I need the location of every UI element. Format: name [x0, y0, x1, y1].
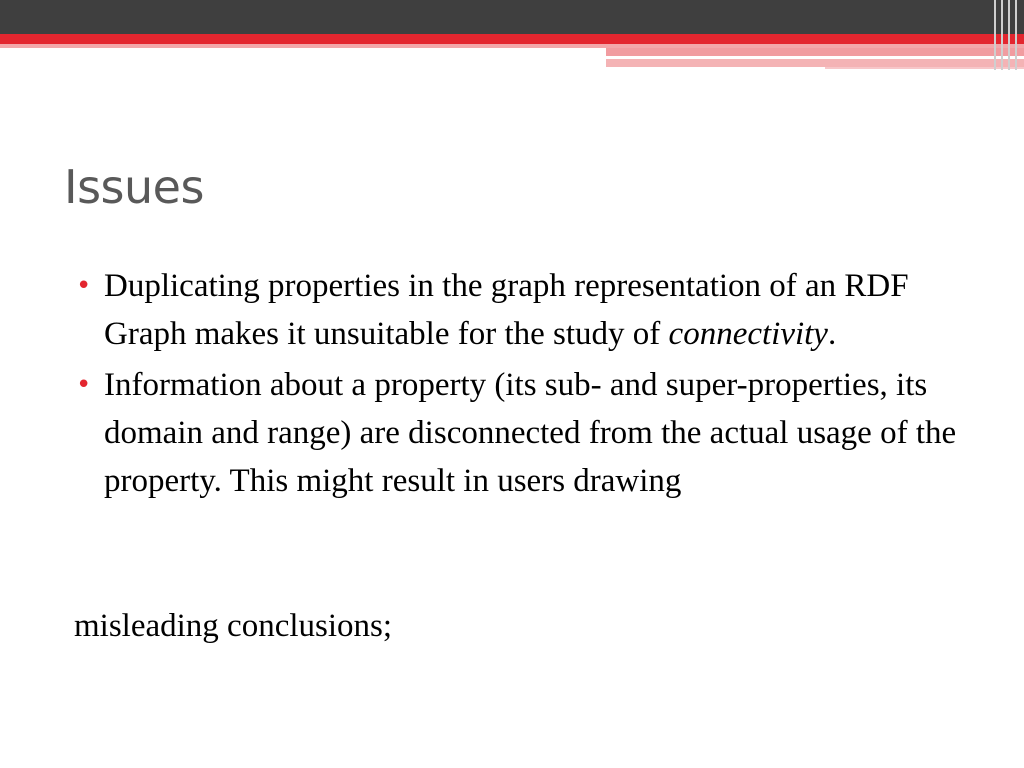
bullet-emphasis: connectivity	[668, 316, 828, 352]
header-red-stripe	[0, 34, 1024, 44]
header-accent-bar-lower	[606, 59, 1024, 67]
bullet-text: Duplicating properties in the graph representation of an RDF Graph makes it unsuitable for the study of	[104, 268, 909, 352]
bullet-text-end: .	[827, 316, 837, 352]
header-vertical-rule	[1008, 0, 1010, 70]
bullet-item	[74, 262, 974, 358]
header-vertical-rule	[994, 0, 996, 70]
slide-title: Issues	[64, 160, 204, 214]
trailing-paragraph: misleading conclusions;	[74, 608, 393, 644]
bullet-dot-icon: •	[76, 271, 92, 301]
bullet-text: Information about a property (its sub- and super-properties, its domain and range) are disconnected from the actual usage of the property. This might result in users drawing	[104, 367, 957, 499]
header-accent-bar	[606, 48, 1024, 56]
bullet-list	[74, 262, 974, 508]
header-dark-bar	[0, 0, 1024, 34]
header-vertical-rule	[1015, 0, 1017, 70]
bullet-item	[74, 361, 974, 505]
header-vertical-rule	[1001, 0, 1003, 70]
bullet-dot-icon: •	[76, 370, 92, 400]
